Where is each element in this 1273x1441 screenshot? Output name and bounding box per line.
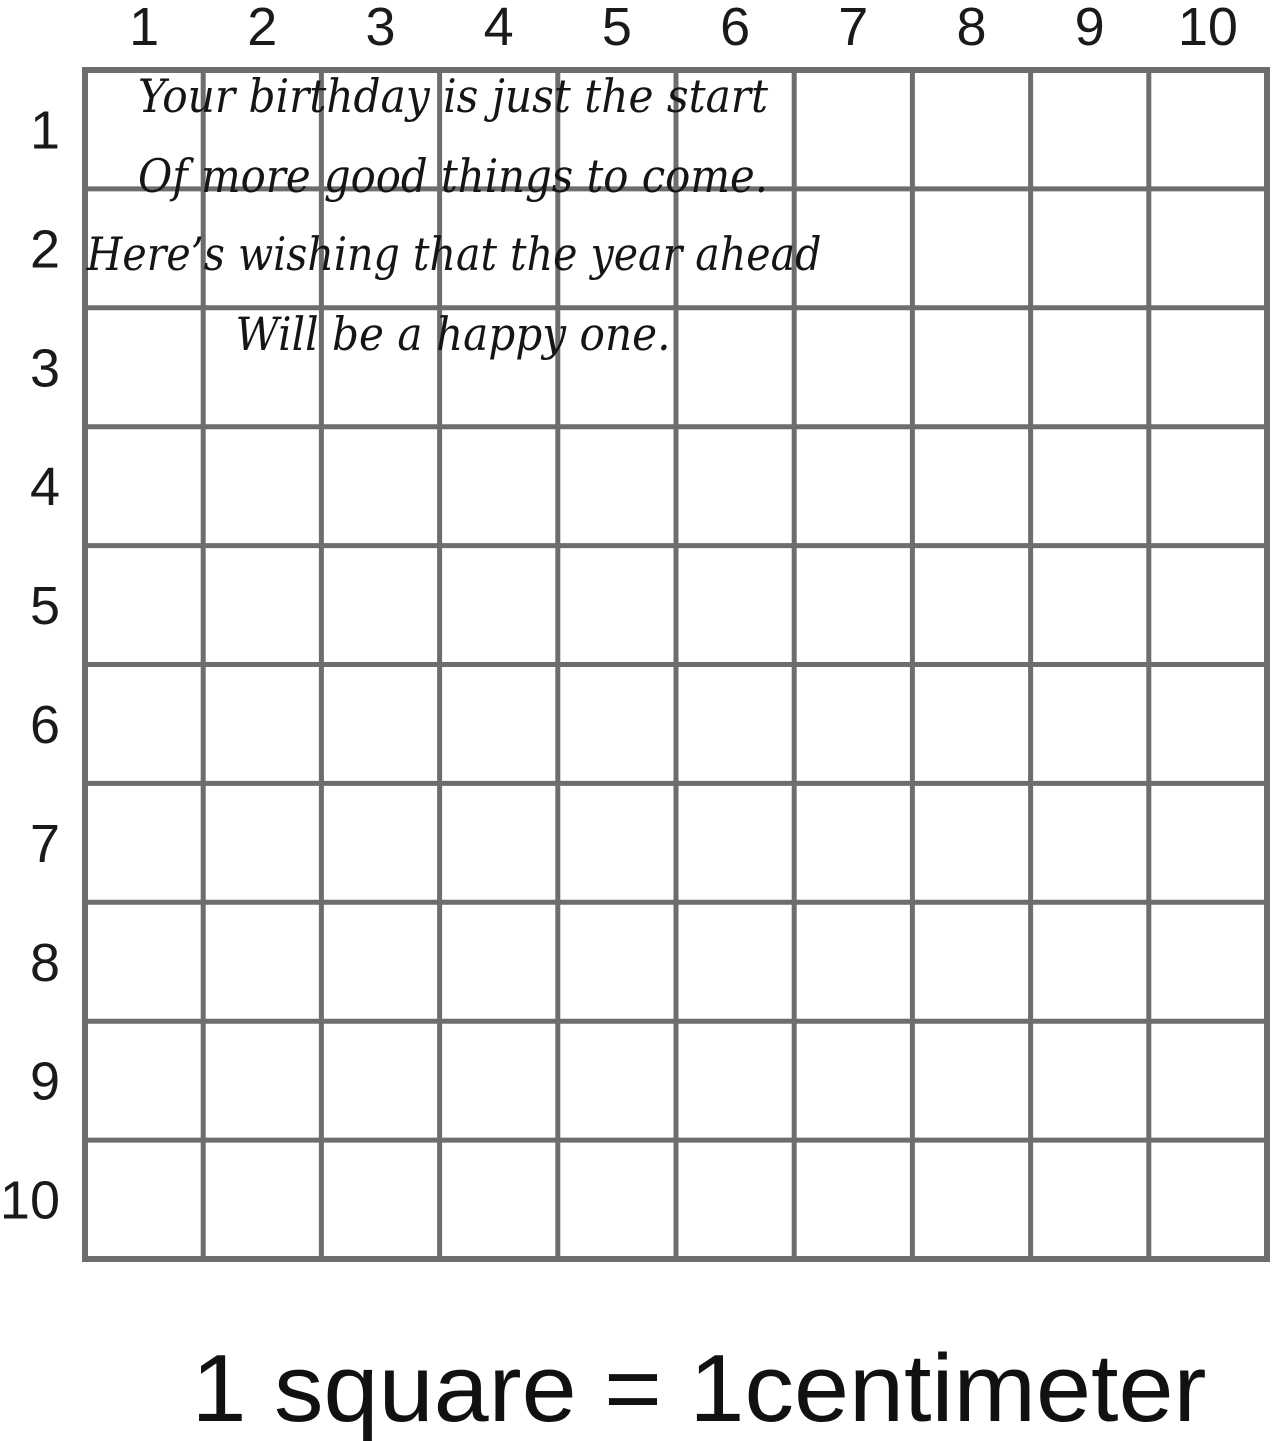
column-label-1: 1 (129, 0, 160, 57)
column-label-8: 8 (956, 0, 987, 57)
column-label-3: 3 (365, 0, 396, 57)
column-label-9: 9 (1074, 0, 1105, 57)
row-label-1: 1 (29, 100, 60, 161)
row-label-5: 5 (29, 576, 60, 637)
row-label-4: 4 (29, 457, 60, 518)
row-label-9: 9 (29, 1051, 60, 1112)
column-labels (129, 0, 1238, 57)
row-label-8: 8 (29, 932, 60, 993)
verse-line-1: Your birthday is just the start (138, 69, 769, 123)
column-label-4: 4 (483, 0, 514, 57)
verse-line-4: Will be a happy one. (235, 307, 671, 361)
verse-line-3: Here’s wishing that the year ahead (85, 227, 822, 281)
column-label-7: 7 (838, 0, 869, 57)
verse (86, 69, 822, 361)
verse-line-2: Of more good things to come. (138, 149, 768, 203)
row-label-2: 2 (29, 219, 60, 280)
row-label-7: 7 (29, 813, 60, 874)
scale-caption: 1 square = 1centimeter (191, 1335, 1207, 1441)
row-label-3: 3 (29, 338, 60, 399)
column-label-5: 5 (601, 0, 632, 57)
column-label-2: 2 (247, 0, 278, 57)
row-label-10: 10 (0, 1170, 60, 1231)
row-label-6: 6 (29, 694, 60, 755)
column-label-10: 10 (1177, 0, 1238, 57)
row-labels (0, 100, 60, 1230)
column-label-6: 6 (720, 0, 751, 57)
